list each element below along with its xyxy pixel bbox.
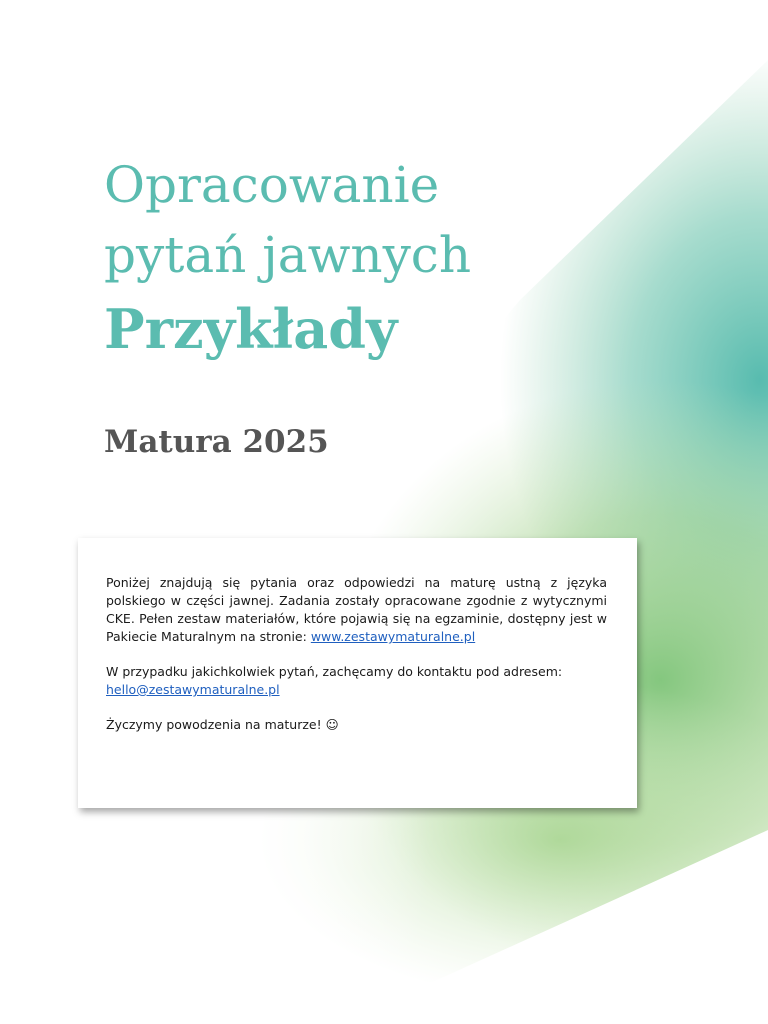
title-line-1: Opracowanie bbox=[104, 156, 440, 214]
closing-paragraph: Życzymy powodzenia na maturze! ☺ bbox=[106, 717, 339, 732]
email-link[interactable]: hello@zestawymaturalne.pl bbox=[106, 682, 280, 697]
intro-text: Poniżej znajdują się pytania oraz odpowiedzi na maturę ustną z języka polskiego w części jawnej. Zadania zostały opracowane zgodnie z wytycznymi CKE. Pełen zestaw materiałów, które pojawią się na egzaminie, dostępny jest w Pakiecie Maturalnym na stronie: bbox=[106, 575, 607, 644]
title-line-3: Przykłady bbox=[104, 297, 398, 361]
info-card bbox=[78, 538, 637, 808]
document-subtitle: Matura 2025 bbox=[104, 424, 329, 460]
intro-paragraph bbox=[106, 574, 607, 646]
title-line-2: pytań jawnych bbox=[104, 226, 472, 284]
contact-text: W przypadku jakichkolwiek pytań, zachęcamy do kontaktu pod adresem: bbox=[106, 664, 563, 679]
document-title bbox=[104, 150, 471, 368]
contact-paragraph bbox=[106, 663, 607, 699]
website-link[interactable]: www.zestawymaturalne.pl bbox=[310, 629, 476, 644]
